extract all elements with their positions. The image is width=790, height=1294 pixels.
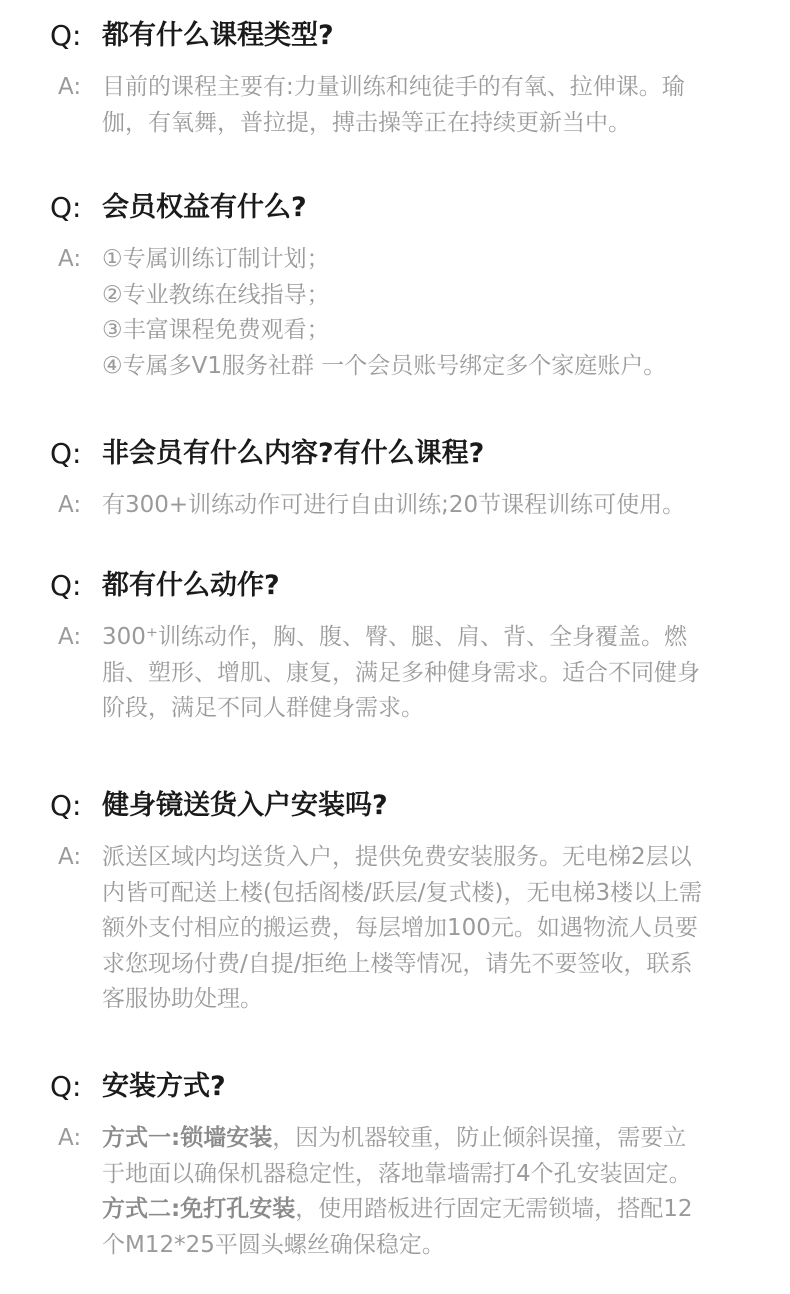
answer-line: 求您现场付费/自提/拒绝上楼等情况，请先不要签收，联系 — [102, 950, 693, 977]
answer-line: 派送区域内均送货入户，提供免费安装服务。无电梯2层以 — [102, 844, 692, 870]
question-text: 都有什么课程类型? — [102, 20, 334, 51]
answer-prefix: A: — [58, 74, 82, 100]
answer-prefix: A: — [58, 1125, 82, 1151]
question-prefix: Q: — [50, 1070, 82, 1103]
faq-item — [0, 16, 790, 141]
answer-prefix: A: — [58, 844, 82, 870]
answer-line: 个M12*25平圆头螺丝确保稳定。 — [102, 1231, 445, 1258]
question-prefix: Q: — [50, 569, 82, 602]
question-prefix: Q: — [50, 191, 82, 224]
answer-line: 内皆可配送上楼(包括阁楼/跃层/复式楼)，无电梯3楼以上需 — [102, 879, 703, 906]
answer-line: 有300+训练动作可进行自由训练;20节课程训练可使用。 — [102, 492, 686, 518]
answer-line: 阶段，满足不同人群健身需求。 — [102, 695, 424, 721]
answer — [0, 70, 790, 141]
answer-prefix: A: — [58, 492, 82, 518]
answer-line: 300⁺训练动作，胸、腹、臀、腿、肩、背、全身覆盖。燃 — [102, 624, 688, 650]
method-one-title: 方式一:锁墙安装 — [102, 1125, 273, 1151]
question-text: 都有什么动作? — [102, 570, 280, 601]
answer-line: ④专属多V1服务社群 一个会员账号绑定多个家庭账户。 — [102, 352, 667, 379]
answer — [0, 1121, 790, 1263]
question-prefix: Q: — [50, 789, 82, 822]
answer-line: ①专属训练订制计划； — [102, 246, 330, 272]
answer-line: 于地面以确保机器稳定性，落地靠墙需打4个孔安装固定。 — [102, 1160, 692, 1187]
method-one-text: ，因为机器较重，防止倾斜误撞，需要立 — [272, 1125, 687, 1151]
method-two-title: 方式二:免打孔安装 — [102, 1196, 296, 1222]
faq-item — [0, 566, 790, 727]
faq-item — [0, 434, 790, 524]
answer-prefix: A: — [58, 246, 82, 272]
faq-item — [0, 786, 790, 1018]
question-prefix: Q: — [50, 19, 82, 52]
answer-line: ②专业教练在线指导； — [102, 281, 330, 308]
answer — [0, 488, 790, 524]
question-text: 健身镜送货入户安装吗? — [102, 790, 388, 821]
answer-line: 目前的课程主要有:力量训练和纯徒手的有氧、拉伸课。瑜 — [102, 74, 685, 100]
faq-item — [0, 188, 790, 384]
answer-line: 伽，有氧舞，普拉提，搏击操等正在持续更新当中。 — [102, 109, 631, 136]
answer — [0, 620, 790, 727]
answer-line: 额外支付相应的搬运费，每层增加100元。如遇物流人员要 — [102, 915, 698, 941]
question-text: 非会员有什么内容?有什么课程? — [102, 438, 485, 469]
method-two-text: ，使用踏板进行固定无需锁墙，搭配12 — [295, 1196, 693, 1222]
answer-line: 客服协助处理。 — [102, 986, 263, 1012]
answer-line — [102, 1121, 742, 1157]
answer-prefix: A: — [58, 624, 82, 650]
answer — [0, 242, 790, 384]
answer-line: 脂、塑形、增肌、康复，满足多种健身需求。适合不同健身 — [102, 659, 700, 686]
question-prefix: Q: — [50, 437, 82, 470]
answer — [0, 840, 790, 1018]
faq-item — [0, 1067, 790, 1263]
answer-line: ③丰富课程免费观看； — [102, 317, 330, 343]
answer-line — [102, 1192, 742, 1228]
question-text: 会员权益有什么? — [102, 192, 307, 223]
question-text: 安装方式? — [102, 1071, 226, 1102]
